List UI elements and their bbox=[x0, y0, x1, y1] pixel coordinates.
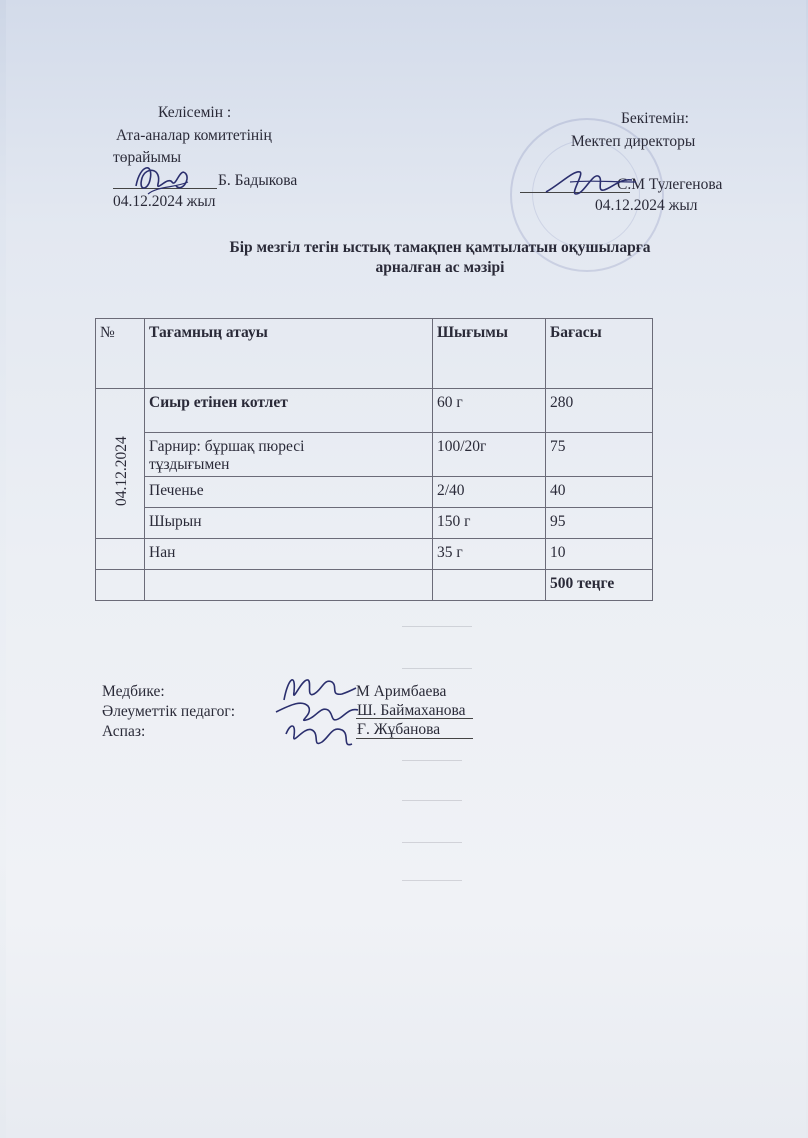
row-yield: 2/40 bbox=[433, 477, 546, 508]
staff-signatures bbox=[272, 664, 362, 758]
row-price: 280 bbox=[546, 389, 653, 433]
staff-role-nurse: Медбике: bbox=[102, 683, 165, 700]
approval-left-line2: төрайымы bbox=[113, 149, 182, 166]
table-header-row bbox=[96, 319, 653, 389]
signature-left bbox=[128, 156, 198, 200]
bleed-through-line bbox=[402, 760, 462, 761]
document-title-line1: Бір мезгіл тегін ыстық тамақпен қамтылатын оқушыларға bbox=[229, 239, 651, 256]
row-yield: 60 г bbox=[433, 389, 546, 433]
row-dish-name-line2: тұздығымен bbox=[149, 456, 230, 473]
bleed-through-line bbox=[402, 626, 472, 627]
table-total-row bbox=[96, 570, 653, 601]
row-dish-name bbox=[145, 433, 433, 477]
empty-cell bbox=[145, 570, 433, 601]
approval-left-date: 04.12.2024 жыл bbox=[113, 193, 216, 210]
header-number: № bbox=[96, 319, 145, 389]
approval-right-line1: Мектеп директоры bbox=[571, 133, 696, 150]
row-price: 95 bbox=[546, 508, 653, 539]
staff-name-nurse: М Аримбаева bbox=[356, 683, 447, 700]
row-price: 10 bbox=[546, 539, 653, 570]
approval-left-heading: Келісемін : bbox=[158, 104, 232, 121]
table-row bbox=[96, 389, 653, 433]
empty-cell bbox=[96, 570, 145, 601]
approval-right-name: С.М Тулегенова bbox=[617, 176, 723, 193]
approval-right-date: 04.12.2024 жыл bbox=[595, 197, 698, 214]
row-dish-name: Нан bbox=[145, 539, 433, 570]
approval-left-line1: Ата-аналар комитетінің bbox=[116, 127, 272, 144]
signature-line-staff bbox=[356, 718, 473, 719]
bleed-through-line bbox=[402, 880, 462, 881]
row-yield: 35 г bbox=[433, 539, 546, 570]
staff-role-cook: Аспаз: bbox=[102, 723, 146, 740]
bleed-through-line bbox=[402, 800, 462, 801]
header-price: Бағасы bbox=[546, 319, 653, 389]
total-price: 500 теңге bbox=[546, 570, 653, 601]
table-row bbox=[96, 433, 653, 477]
bleed-through-line bbox=[402, 842, 462, 843]
staff-name-social-pedagogue: Ш. Баймаханова bbox=[357, 702, 466, 719]
table-row bbox=[96, 508, 653, 539]
row-dish-name: Шырын bbox=[145, 508, 433, 539]
staff-name-cook: Ғ. Жұбанова bbox=[357, 721, 441, 738]
row-yield: 150 г bbox=[433, 508, 546, 539]
row-price: 40 bbox=[546, 477, 653, 508]
empty-cell bbox=[96, 539, 145, 570]
signature-line-staff bbox=[356, 738, 473, 739]
document-title-line2: арналған ас мәзірі bbox=[375, 259, 505, 276]
signature-right bbox=[540, 160, 640, 204]
row-dish-name: Сиыр етінен котлет bbox=[145, 389, 433, 433]
empty-cell bbox=[433, 570, 546, 601]
approval-right-heading: Бекітемін: bbox=[621, 110, 689, 127]
table-row bbox=[96, 539, 653, 570]
row-yield: 100/20г bbox=[433, 433, 546, 477]
row-dish-name: Печенье bbox=[145, 477, 433, 508]
table-row bbox=[96, 477, 653, 508]
date-vertical-label: 04.12.2024 bbox=[113, 436, 130, 506]
header-dish-name: Тағамның атауы bbox=[145, 319, 433, 389]
row-dish-name-line1: Гарнир: бұршақ пюресі bbox=[149, 438, 305, 455]
approval-left-name: Б. Бадыкова bbox=[218, 172, 298, 189]
bleed-through-line bbox=[402, 668, 472, 669]
menu-table bbox=[95, 318, 653, 601]
header-yield: Шығымы bbox=[433, 319, 546, 389]
staff-role-social-pedagogue: Әлеуметтік педагог: bbox=[102, 703, 236, 720]
row-price: 75 bbox=[546, 433, 653, 477]
